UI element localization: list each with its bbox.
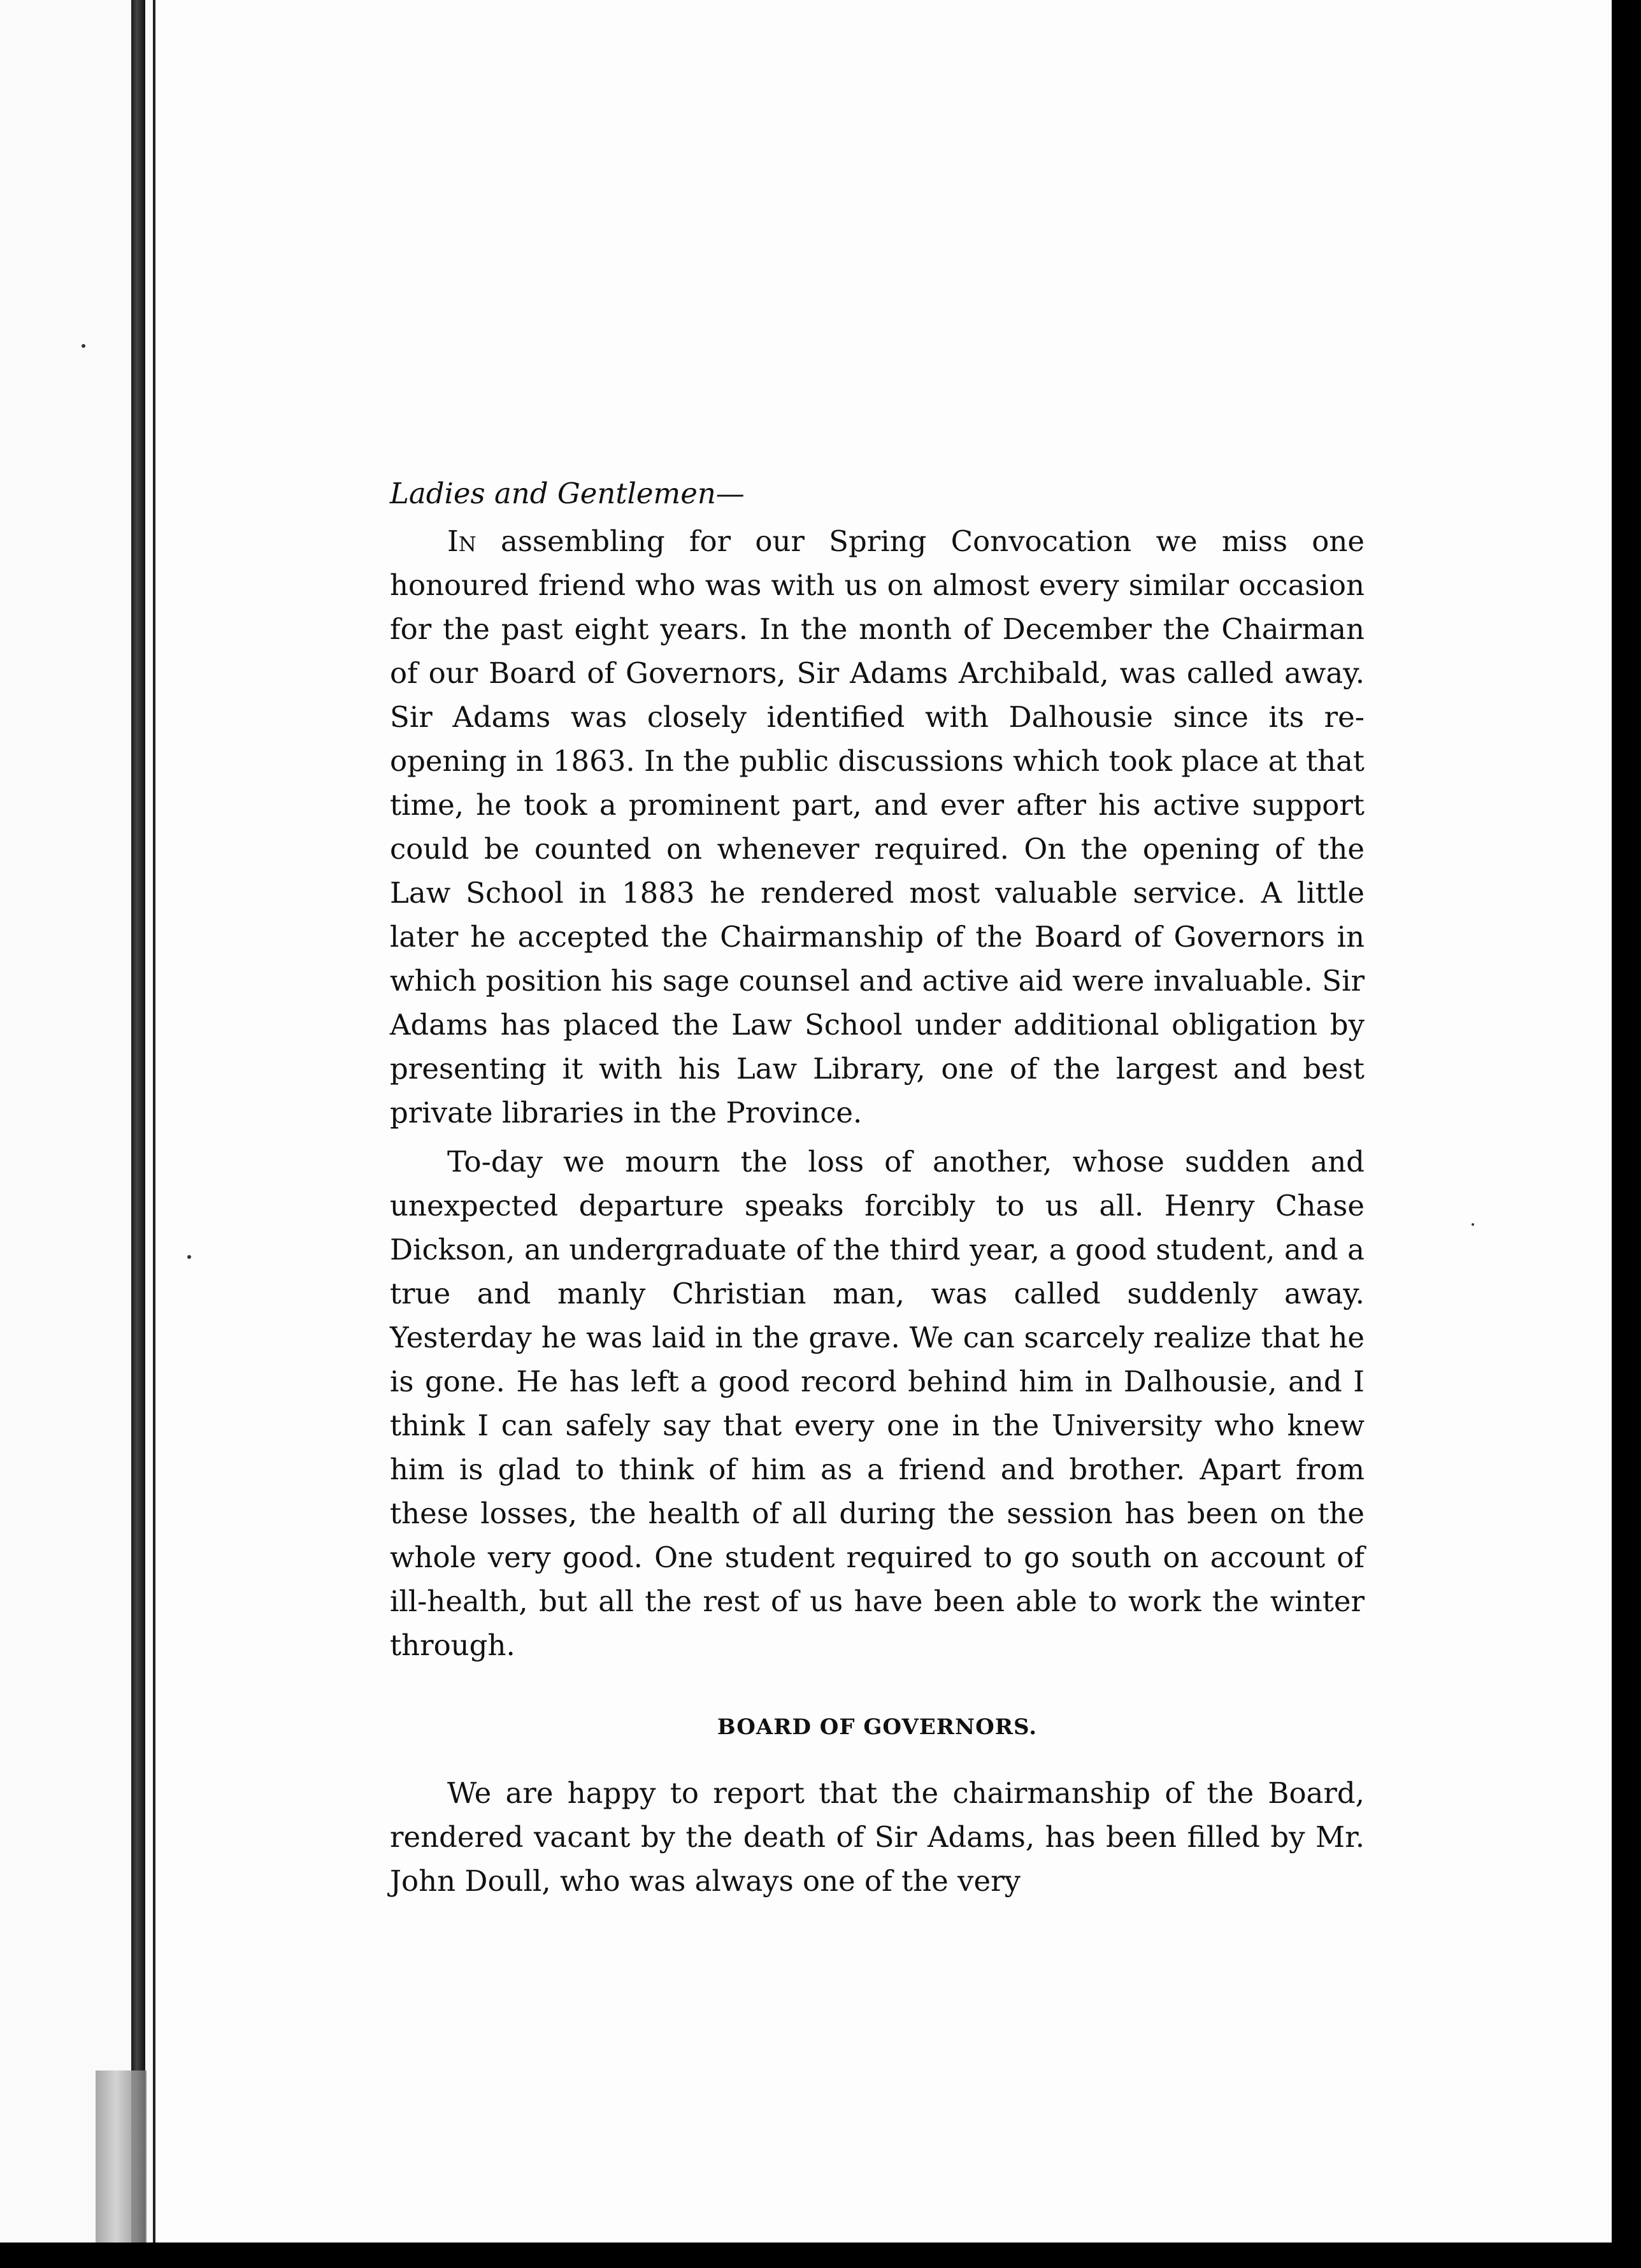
paragraph-board: We are happy to report that the chairmanship of the Board, rendered vacant by the death of Sir Adams, has been filled by Mr. John Doull, who was always one of the very <box>390 1776 1365 1898</box>
scan-right-border <box>1612 0 1641 2268</box>
section-heading: BOARD OF GOVERNORS. <box>717 1714 1038 1740</box>
paragraph-text: To-day we mourn the loss of another, whose sudden and unexpected departure speaks forcibly to us all. Henry Chase Dickson, an undergraduate of the third year, a good student, and a true and manly Christian man, was called suddenly away. Yesterday he was laid in the grave. We can scarcely realize that he is gone. He has left a good record behind him in Dalhousie, and I think I can safely say that every one in the University who knew him is glad to think of him as a friend and brother. Apart from these losses, the health of all during the session has been on the whole very good. One student required to go south on account of ill-health, but all the rest of us have been able to work the winter through. <box>390 1145 1365 1662</box>
left-page-gutter <box>0 0 153 2268</box>
paragraph-archibald <box>390 519 1365 1135</box>
salutation: Ladies and Gentlemen— <box>390 477 745 510</box>
paragraph-text: assembling for our Spring Convocation we miss one honoured friend who was with us on almost every similar occasion for the past eight years. In the month of December the Chairman of our Board of Governors, Sir Adams Archibald, was called away. Sir Adams was closely identified with Dalhousie since its re-opening in 1863. In the public discussions which took place at that time, he took a prominent part, and ever after his active support could be counted on whenever required. On the opening of the Law School in 1883 he rendered most valuable service. A little later he accepted the Chairmanship of the Board of Governors in which position his sage counsel and active aid were invaluable. Sir Adams has placed the Law School under additional obligation by presenting it with his Law Library, one of the largest and best private libraries in the Province. <box>390 524 1365 1130</box>
paragraph-dickson <box>390 1140 1365 1667</box>
scan-speck <box>82 344 85 348</box>
scan-speck <box>1472 1223 1474 1226</box>
book-binding <box>131 0 145 2268</box>
scan-speck <box>187 1255 191 1259</box>
paragraph-lead-word: In <box>447 524 477 558</box>
binding-shadow <box>96 2071 147 2268</box>
document-body <box>390 471 1365 1908</box>
scan-bottom-border <box>0 2243 1641 2268</box>
